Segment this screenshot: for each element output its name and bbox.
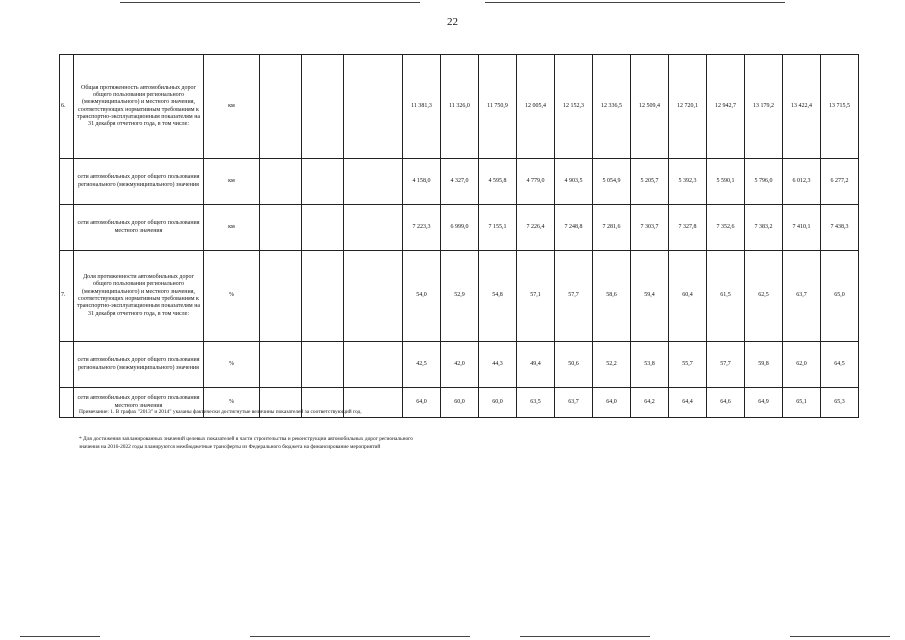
value-cell: 12 152,3: [555, 55, 593, 159]
indicator-name-cell: сети автомобильных дорог общего пользования местного значения: [74, 388, 204, 418]
value-cell: 62,0: [783, 342, 821, 388]
value-cell: 5 796,0: [745, 159, 783, 205]
value-cell: 55,7: [669, 342, 707, 388]
value-cell: 64,5: [821, 342, 859, 388]
unit-cell: км: [204, 205, 260, 251]
value-cell: 61,5: [707, 251, 745, 342]
value-cell: 7 383,2: [745, 205, 783, 251]
value-cell: 7 223,3: [403, 205, 441, 251]
value-cell: 62,5: [745, 251, 783, 342]
value-cell: 42,0: [441, 342, 479, 388]
empty-cell: [344, 55, 403, 159]
value-cell: 57,1: [517, 251, 555, 342]
value-cell: 57,7: [707, 342, 745, 388]
value-cell: 7 438,3: [821, 205, 859, 251]
value-cell: 64,0: [593, 388, 631, 418]
value-cell: 63,7: [555, 388, 593, 418]
value-cell: 4 903,5: [555, 159, 593, 205]
empty-cell: [302, 55, 344, 159]
empty-cell: [344, 251, 403, 342]
value-cell: 11 381,3: [403, 55, 441, 159]
value-cell: 50,6: [555, 342, 593, 388]
value-cell: 60,0: [441, 388, 479, 418]
value-cell: 52,2: [593, 342, 631, 388]
row-number-cell: 7.: [60, 251, 74, 342]
empty-cell: [344, 159, 403, 205]
indicator-name-cell: Общая протяженность автомобильных дорог общего пользования регионального (межмуниципального) и местного значения, соответствующих нормативным требованиям к транспортно-эксплуатационным показателям на 31 декабря отчетного года, в том числе:: [74, 55, 204, 159]
table-row: [60, 55, 859, 159]
value-cell: 4 327,0: [441, 159, 479, 205]
value-cell: 49,4: [517, 342, 555, 388]
value-cell: 59,4: [631, 251, 669, 342]
table-row: [60, 251, 859, 342]
value-cell: 11 326,0: [441, 55, 479, 159]
table-body: [60, 55, 859, 418]
indicator-name-cell: Доля протяженности автомобильных дорог общего пользования регионального (межмуниципального) и местного значения, соответствующих нормативным требованиям к транспортно-эксплуатационным показателям на 31 декабря отчетного года, в том числе:: [74, 251, 204, 342]
value-cell: 4 779,0: [517, 159, 555, 205]
value-cell: 7 155,1: [479, 205, 517, 251]
value-cell: 60,4: [669, 251, 707, 342]
empty-cell: [344, 342, 403, 388]
value-cell: 12 336,5: [593, 55, 631, 159]
empty-cell: [260, 55, 302, 159]
bottom-edge-line-3: [520, 636, 650, 637]
value-cell: 64,2: [631, 388, 669, 418]
empty-cell: [260, 159, 302, 205]
indicator-name-cell: сети автомобильных дорог общего пользования регионального (межмуниципального) значения: [74, 159, 204, 205]
value-cell: 60,0: [479, 388, 517, 418]
indicator-name-cell: сети автомобильных дорог общего пользования местного значения: [74, 205, 204, 251]
empty-cell: [302, 342, 344, 388]
footnote-line-1: * Для достижения запланированных значений целевых показателей в части строительства и реконструкции автомобильных дорог регионального: [79, 436, 413, 442]
empty-cell: [260, 205, 302, 251]
empty-cell: [344, 205, 403, 251]
value-cell: 64,0: [403, 388, 441, 418]
value-cell: 65,0: [821, 251, 859, 342]
value-cell: 54,0: [403, 251, 441, 342]
value-cell: 7 327,8: [669, 205, 707, 251]
bottom-edge-line-1: [20, 636, 100, 637]
value-cell: 5 054,9: [593, 159, 631, 205]
value-cell: 4 158,0: [403, 159, 441, 205]
value-cell: 63,5: [517, 388, 555, 418]
value-cell: 12 942,7: [707, 55, 745, 159]
value-cell: 63,7: [783, 251, 821, 342]
value-cell: 58,6: [593, 251, 631, 342]
value-cell: 5 590,1: [707, 159, 745, 205]
indicators-table: [59, 54, 859, 418]
value-cell: 7 303,7: [631, 205, 669, 251]
table-row: [60, 342, 859, 388]
value-cell: 57,7: [555, 251, 593, 342]
empty-cell: [302, 251, 344, 342]
value-cell: 59,8: [745, 342, 783, 388]
footnote-line-2: значения на 2016-2022 годы планируются межбюджетные трансферты из Федерального бюджета на финансирование мероприятий: [79, 444, 381, 450]
top-edge-line-right: [485, 2, 785, 3]
value-cell: 42,5: [403, 342, 441, 388]
value-cell: 6 012,3: [783, 159, 821, 205]
value-cell: 13 422,4: [783, 55, 821, 159]
bottom-edge-line-4: [790, 636, 890, 637]
unit-cell: %: [204, 251, 260, 342]
value-cell: 64,6: [707, 388, 745, 418]
value-cell: 7 226,4: [517, 205, 555, 251]
value-cell: 65,1: [783, 388, 821, 418]
value-cell: 13 715,5: [821, 55, 859, 159]
value-cell: 7 410,1: [783, 205, 821, 251]
indicator-name-cell: сети автомобильных дорог общего пользования регионального (межмуниципального) значения: [74, 342, 204, 388]
value-cell: 44,3: [479, 342, 517, 388]
table-note: Примечание: 1. В графах "2013" и 2014" указаны фактически достигнутые величины показателей за соответствующий год.: [79, 409, 362, 415]
value-cell: 12 005,4: [517, 55, 555, 159]
value-cell: 6 999,0: [441, 205, 479, 251]
empty-cell: [302, 159, 344, 205]
empty-cell: [260, 342, 302, 388]
table-row: [60, 205, 859, 251]
unit-cell: км: [204, 55, 260, 159]
value-cell: 7 248,8: [555, 205, 593, 251]
value-cell: 5 392,3: [669, 159, 707, 205]
row-number-cell: 6.: [60, 55, 74, 159]
empty-cell: [260, 251, 302, 342]
top-edge-line-left: [120, 2, 420, 3]
row-number-cell: [60, 342, 74, 388]
value-cell: 4 595,8: [479, 159, 517, 205]
value-cell: 7 352,6: [707, 205, 745, 251]
unit-cell: %: [204, 342, 260, 388]
unit-cell: %: [204, 388, 260, 418]
table-row: [60, 159, 859, 205]
row-number-cell: [60, 388, 74, 418]
value-cell: 7 281,6: [593, 205, 631, 251]
value-cell: 6 277,2: [821, 159, 859, 205]
value-cell: 64,9: [745, 388, 783, 418]
value-cell: 12 509,4: [631, 55, 669, 159]
row-number-cell: [60, 205, 74, 251]
bottom-edge-line-2: [250, 636, 470, 637]
page-number: 22: [447, 16, 458, 28]
value-cell: 53,8: [631, 342, 669, 388]
value-cell: 52,9: [441, 251, 479, 342]
unit-cell: км: [204, 159, 260, 205]
value-cell: 12 720,1: [669, 55, 707, 159]
value-cell: 11 750,9: [479, 55, 517, 159]
value-cell: 65,3: [821, 388, 859, 418]
row-number-cell: [60, 159, 74, 205]
value-cell: 5 205,7: [631, 159, 669, 205]
value-cell: 54,8: [479, 251, 517, 342]
value-cell: 13 179,2: [745, 55, 783, 159]
value-cell: 64,4: [669, 388, 707, 418]
empty-cell: [302, 205, 344, 251]
